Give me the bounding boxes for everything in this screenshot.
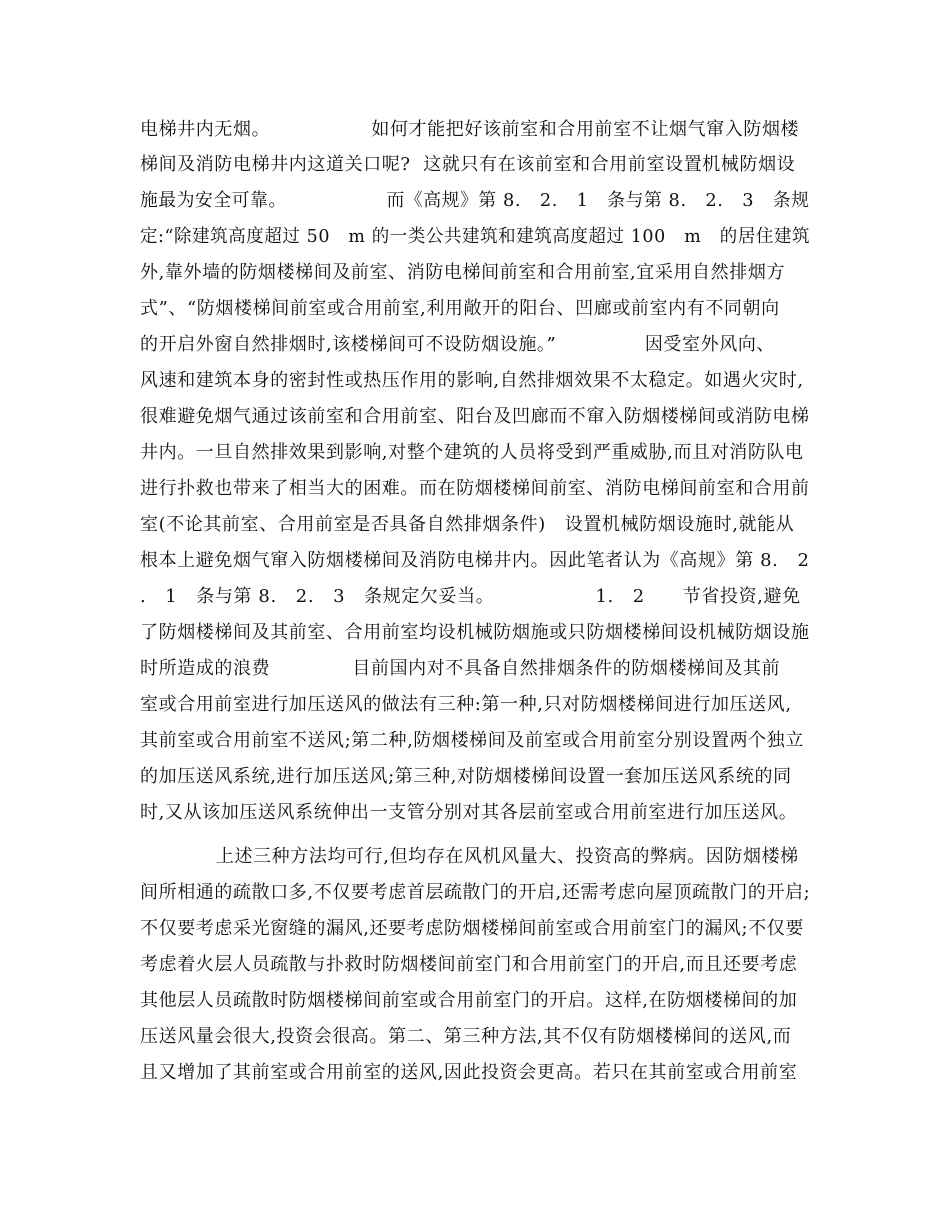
text-line: 施最为安全可靠。 而《高规》第 8. 2. 1 条与第 8. 2. 3 条规 xyxy=(140,190,810,211)
text-line: . 1 条与第 8. 2. 3 条规定欠妥当。 1. 2 节省投资,避免 xyxy=(140,586,801,607)
text-line: 室(不论其前室、合用前室是否具备自然排烟条件) 设置机械防烟设施时,就能从 xyxy=(140,514,795,535)
text-line: 风速和建筑本身的密封性或热压作用的影响,自然排烟效果不太稳定。如遇火灾时, xyxy=(140,370,804,391)
text-line: 其前室或合用前室不送风;第二种,防烟楼梯间及前室或合用前室分别设置两个独立 xyxy=(140,730,804,751)
text-line: 时,又从该加压送风系统伸出一支管分别对其各层前室或合用前室进行加压送风。 xyxy=(140,802,798,823)
text-line: 考虑着火层人员疏散与扑救时防烟楼间前室门和合用前室门的开启,而且还要考虑 xyxy=(140,954,798,975)
text-line: 外,靠外墙的防烟楼梯间及前室、消防电梯间前室和合用前室,宜采用自然排烟方 xyxy=(140,262,786,283)
text-line: 电梯井内无烟。 如何才能把好该前室和合用前室不让烟气窜入防烟楼 xyxy=(140,119,800,140)
text-line: 其他层人员疏散时防烟楼梯间前室或合用前室门的开启。这样,在防烟楼梯间的加 xyxy=(140,990,798,1011)
text-line: 上述三种方法均可行,但均存在风机风量大、投资高的弊病。因防烟楼梯 xyxy=(140,846,799,867)
text-line: 根本上避免烟气窜入防烟楼梯间及消防电梯井内。因此笔者认为《高规》第 8. 2 xyxy=(140,550,810,571)
text-line: 了防烟楼梯间及其前室、合用前室均设机械防烟施或只防烟楼梯间设机械防烟设施 xyxy=(140,622,810,643)
text-line: 的开启外窗自然排烟时,该楼梯间可不设防烟设施。” 因受室外风向、 xyxy=(140,334,776,355)
text-line: 进行扑救也带来了相当大的困难。而在防烟楼梯间前室、消防电梯间前室和合用前 xyxy=(140,478,810,499)
text-line: 室或合用前室进行加压送风的做法有三种:第一种,只对防烟楼梯间进行加压送风, xyxy=(140,694,792,715)
text-line: 不仅要考虑采光窗缝的漏风,还要考虑防烟楼梯间前室或合用前室门的漏风;不仅要 xyxy=(140,918,804,939)
text-line: 压送风量会很大,投资会很高。第二、第三种方法,其不仅有防烟楼梯间的送风,而 xyxy=(140,1026,792,1047)
text-line: 且又增加了其前室或合用前室的送风,因此投资会更高。若只在其前室或合用前室 xyxy=(140,1062,798,1083)
text-line: 式”、“防烟楼梯间前室或合用前室,利用敞开的阳台、凹廊或前室内有不同朝向 xyxy=(140,298,780,319)
text-line: 时所造成的浪费 目前国内对不具备自然排烟条件的防烟楼梯间及其前 xyxy=(140,658,781,679)
text-line: 定:“除建筑高度超过 50 m 的一类公共建筑和建筑高度超过 100 m 的居住建筑 xyxy=(140,226,811,247)
text-line: 的加压送风系统,进行加压送风;第三种,对防烟楼梯间设置一套加压送风系统的同 xyxy=(140,766,792,787)
text-line: 间所相通的疏散口多,不仅要考虑首层疏散门的开启,还需考虑向屋顶疏散门的开启; xyxy=(140,882,811,903)
text-line: 井内。一旦自然排效果到影响,对整个建筑的人员将受到严重威胁,而且对消防队电 xyxy=(140,442,804,463)
text-line: 梯间及消防电梯井内这道关口呢? 这就只有在该前室和合用前室设置机械防烟设 xyxy=(140,154,796,175)
text-line: 很难避免烟气通过该前室和合用前室、阳台及凹廊而不窜入防烟楼梯间或消防电梯 xyxy=(140,406,810,427)
